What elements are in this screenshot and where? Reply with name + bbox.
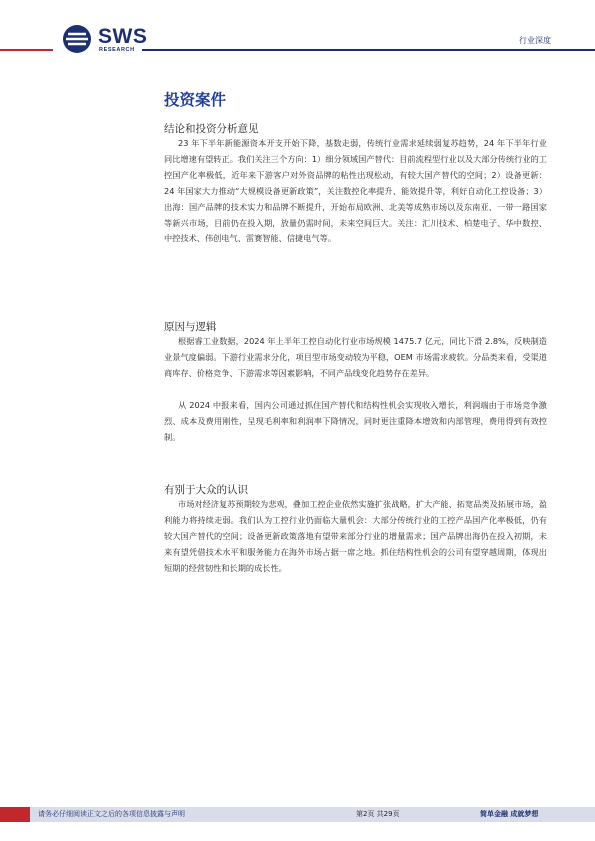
header-divider-blue [142,49,595,51]
paragraph-text: 从 2024 中报来看，国内公司通过抓住国产替代和结构性机会实现收入增长，利润端由于市场竞争激烈、成本及费用刚性，呈现毛利率和利润率下降情况，同时更注重降本增效和内部管理，费用得到有效控制。 [164,400,547,442]
section-conclusion-paragraph [164,136,547,247]
footer-slogan: 简单金融 成就梦想 [480,810,539,818]
footer-disclaimer: 请务必仔细阅读正文之后的各项信息披露与声明 [38,810,185,818]
section-title-different-view: 有别于大众的认识 [164,484,248,496]
paragraph-text: 23 年下半年新能源资本开支开始下降，基数走弱，传统行业需求延续弱复苏趋势，24 年下半年行业同比增速有望转正。我们关注三个方向：1）细分领域国产替代：目前流程型行业以及大部分传统行业的工控国产化率极低，近年来下游客户对外资品牌的粘性出现松动，有较大国产替代的空间；2）设备更新：24 年国家大力推动“大规模设备更新政策”，关注数控化率提升、能效提升等，利好自动化工控设备；3）出海：国产品牌的技术实力和品牌不断提升，开始布局欧洲、北美等成熟市场以及东南亚、一带一路国家等新兴市场，目前仍在投入期，放量仍需时间，未来空间巨大。关注：汇川技术、柏楚电子、华中数控、中控技术、伟创电气、雷赛智能、信捷电气等。 [164,138,547,244]
section-title-conclusion: 结论和投资分析意见 [164,123,259,135]
section-different-view-paragraph [164,497,547,577]
footer-page-info: 第2页 共29页 [356,810,400,818]
logo-subtext: RESEARCH [99,47,135,53]
paragraph-text: 根据睿工业数据，2024 年上半年工控自动化行业市场规模 1475.7 亿元，同比下滑 2.8%，反映制造业景气度偏弱。下游行业需求分化，项目型市场变动较为平稳，OEM 市场需求疲软。分品类来看，受渠道商库存、价格竞争、下游需求等因素影响，不同产品线变化趋势存在差异。 [164,336,547,378]
header-divider [0,49,595,51]
logo-text: SWS [98,25,148,48]
section-reasons-paragraph-2 [164,398,547,446]
section-title-reasons: 原因与逻辑 [164,321,217,333]
footer-accent [0,807,30,822]
document-type-label: 行业深度 [519,36,551,45]
page-title: 投资案件 [164,91,227,109]
header-divider-red [0,49,53,51]
section-reasons-paragraph-1 [164,334,547,382]
paragraph-text: 市场对经济复苏预期较为悲观，叠加工控企业依然实施扩张战略，扩大产能、拓宽品类及拓展市场，盈利能力将持续走弱。我们认为工控行业仍面临大量机会：大部分传统行业的工控产品国产化率极低，仍有较大国产替代的空间；设备更新政策落地有望带来部分行业的增量需求；国产品牌出海仍在投入初期，未来有望凭借技术水平和服务能力在海外市场占据一席之地。抓住结构性机会的公司有望穿越周期，体现出短期的经营韧性和长期的成长性。 [164,499,547,573]
sws-logo [62,24,152,58]
